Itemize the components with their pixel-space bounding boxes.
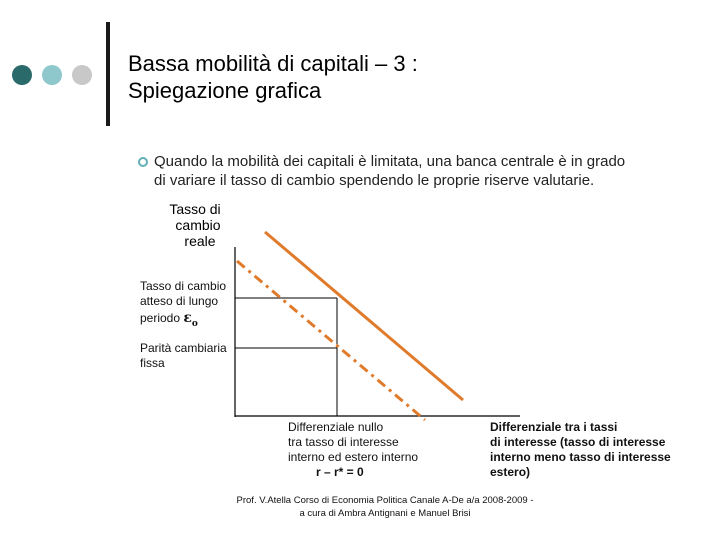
long-run-level-label (140, 279, 226, 332)
null-differential-label (288, 420, 418, 480)
long-run-label-line-1: Tasso di cambio (140, 279, 227, 293)
solid-curve (265, 232, 463, 400)
null-label-line-1: Differenziale nullo (288, 420, 384, 434)
x-axis-label-line-1: Differenziale tra i tassi (490, 420, 618, 434)
epsilon-symbol (183, 310, 198, 329)
x-axis-label-line-2: di interesse (tasso di interesse (490, 435, 666, 449)
y-axis-label-line-3: reale (184, 233, 216, 249)
x-axis-label (490, 420, 671, 480)
footer-line-2: a cura di Ambra Antignani e Manuel Brisi (299, 508, 471, 519)
null-label-line-3: interno ed estero interno (288, 450, 419, 464)
slide-footer (180, 494, 590, 520)
title-line-2: Spiegazione grafica (128, 78, 322, 103)
bullet-line-2: di variare il tasso di cambio spendendo le proprie riserve valutarie. (154, 172, 595, 189)
long-run-label-word: periodo (140, 311, 181, 325)
long-run-label-line-3 (140, 311, 226, 332)
x-axis-label-line-4: estero) (490, 465, 531, 479)
null-formula: r – r* = 0 (316, 465, 364, 479)
fixed-parity-line-1: Parità cambiaria (140, 341, 227, 355)
epsilon-sub: o (191, 318, 198, 329)
x-axis-label-line-3: interno meno tasso di interesse (490, 450, 671, 464)
y-axis-label (160, 201, 230, 249)
long-run-label-line-2: atteso di lungo (140, 294, 219, 308)
epsilon-char: ε (183, 310, 192, 326)
dashed-curve (237, 261, 425, 420)
bullet-line-1: Quando la mobilità dei capitali è limitata, una banca centrale è in grado (154, 153, 626, 170)
footer-line-1: Prof. V.Atella Corso di Economia Politica Canale A-De a/a 2008-2009 - (236, 495, 534, 506)
title-line-1: Bassa mobilità di capitali – 3 : (128, 51, 418, 76)
fixed-parity-line-2: fissa (140, 356, 165, 370)
null-label-line-2: tra tasso di interesse (288, 435, 399, 449)
y-axis-label-line-2: cambio (175, 217, 221, 233)
fixed-parity-label (140, 341, 227, 371)
y-axis-label-line-1: Tasso di (169, 201, 221, 217)
